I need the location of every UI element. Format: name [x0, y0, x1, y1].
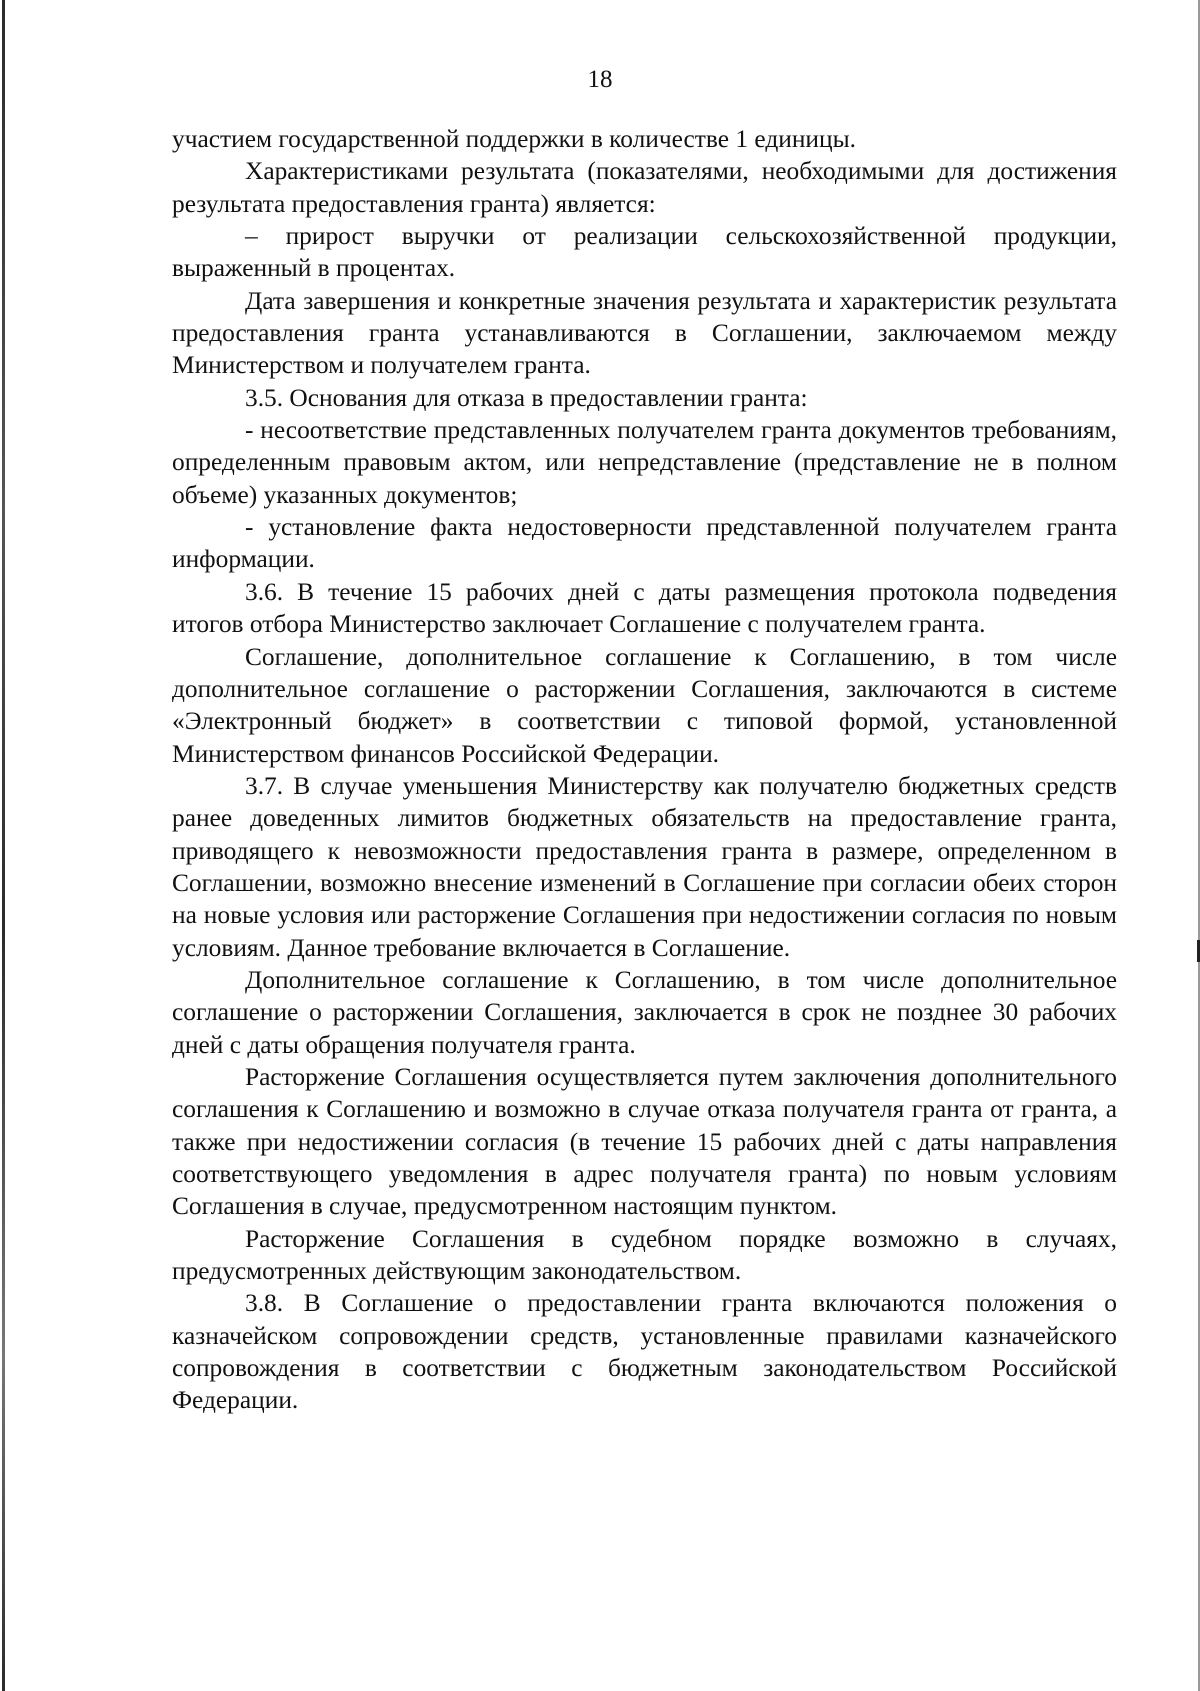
paragraph: Дополнительное соглашение к Соглашению, в том числе дополнительное соглашение о расторжении Соглашения, заключается в срок не позднее 30 рабочих дней с даты обращения получателя гранта.: [172, 965, 1117, 1059]
paragraph: - несоответствие представленных получателем гранта документов требованиям, определенным правовым актом, или непредставление (представление не в полном объеме) указанных документов;: [172, 416, 1117, 509]
paragraph: 3.6. В течение 15 рабочих дней с даты размещения протокола подведения итогов отбора Министерство заключает Соглашение с получателем гранта.: [172, 577, 1117, 639]
paragraph: Соглашение, дополнительное соглашение к Соглашению, в том числе дополнительное соглашение о расторжении Соглашения, заключаются в системе «Электронный бюджет» в соответствии с типовой формой, установленной Министерством финансов Российской Федерации.: [172, 642, 1117, 768]
paragraph: Характеристиками результата (показателями, необходимыми для достижения результата предоставления гранта) является:: [172, 157, 1117, 218]
paragraph: - установление факта недостоверности представленной получателем гранта информации.: [172, 513, 1117, 574]
scan-edge-left: [2, 0, 5, 1691]
document-body: [172, 123, 1117, 1417]
paragraph: Расторжение Соглашения осуществляется путем заключения дополнительного соглашения к Соглашению и возможно в случае отказа получателя гранта от гранта, а также при недостижении согласия (в течение 15 рабочих дней с даты направления соответствующего уведомления в адрес получателя гранта) по новым условиям Соглашения в случае, предусмотренном настоящим пунктом.: [172, 1062, 1117, 1221]
paragraph: Расторжение Соглашения в судебном порядке возможно в случаях, предусмотренных действующим законодательством.: [172, 1224, 1117, 1286]
paragraph: Дата завершения и конкретные значения результата и характеристик результата предоставления гранта устанавливаются в Соглашении, заключаемом между Министерством и получателем гранта.: [172, 286, 1117, 380]
paragraph: 3.8. В Соглашение о предоставлении гранта включаются положения о казначейском сопровождении средств, установленные правилами казначейского сопровождения в соответствии с бюджетным законодательством Российской Федерации.: [172, 1289, 1117, 1415]
paragraph: 3.7. В случае уменьшения Министерству как получателю бюджетных средств ранее доведенных лимитов бюджетных обязательств на предоставление гранта, приводящего к невозможности предоставления гранта в размере, определенном в Соглашении, возможно внесение изменений в Соглашение при согласии обеих сторон на новые условия или расторжение Соглашения при недостижении согласия по новым условиям. Данное требование включается в Соглашение.: [172, 771, 1117, 962]
paragraph: 3.5. Основания для отказа в предоставлении гранта:: [245, 383, 808, 412]
page-number: 18: [587, 66, 613, 93]
paragraph: участием государственной поддержки в количестве 1 единицы.: [172, 125, 856, 153]
paragraph: – прирост выручки от реализации сельскохозяйственной продукции, выраженный в процентах.: [172, 222, 1117, 283]
